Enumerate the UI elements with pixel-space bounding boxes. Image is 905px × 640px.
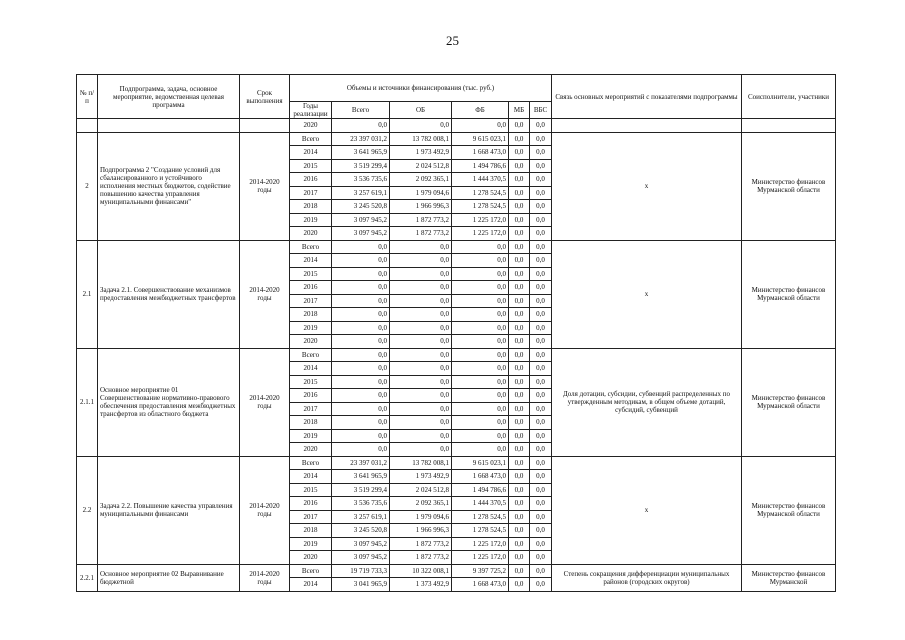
block-number: 2.1.1 [77, 348, 98, 456]
cell-fb: 0,0 [452, 119, 509, 133]
cell-vbs: 0,0 [530, 335, 552, 349]
cell-year: 2016 [290, 389, 332, 403]
cell-total: 3 097 945,2 [332, 227, 390, 241]
cell-fb: 0,0 [452, 308, 509, 322]
cell-year: 2018 [290, 200, 332, 214]
cell-vbs: 0,0 [530, 173, 552, 187]
header-executors: Соисполнители, участники [742, 75, 836, 119]
cell-ob: 1 973 492,9 [390, 470, 452, 484]
cell-mb: 0,0 [509, 321, 530, 335]
cell-vbs: 0,0 [530, 254, 552, 268]
cell-ob: 0,0 [390, 308, 452, 322]
cell-mb: 0,0 [509, 294, 530, 308]
cell-ob: 0,0 [390, 281, 452, 295]
cell-total: 3 536 735,6 [332, 173, 390, 187]
block-indicator-link: х [552, 456, 742, 564]
page-number: 25 [446, 33, 459, 48]
cell-ob: 0,0 [390, 348, 452, 362]
block-number: 2 [77, 132, 98, 240]
header-num: № п/п [77, 75, 98, 119]
cell-ob: 0,0 [390, 267, 452, 281]
cell-vbs: 0,0 [530, 443, 552, 457]
cell-total: 3 257 619,1 [332, 510, 390, 524]
block-executor: Министерство финансов Мурманской области [742, 348, 836, 456]
cell-mb: 0,0 [509, 416, 530, 430]
cell-vbs: 0,0 [530, 132, 552, 146]
header-years: Годы реализации [290, 102, 332, 119]
block-number: 2.1 [77, 240, 98, 348]
cell-fb: 0,0 [452, 335, 509, 349]
block-indicator-link: Степень сокращения дифференциации муниципальных районов (городских округов) [552, 564, 742, 591]
header-vbs: ВБС [530, 102, 552, 119]
cell-vbs: 0,0 [530, 456, 552, 470]
cell-year: 2020 [290, 335, 332, 349]
cell-year: 2018 [290, 416, 332, 430]
header-program: Подпрограмма, задача, основное мероприятие, ведомственная целевая программа [98, 75, 240, 119]
block-name: Задача 2.1. Совершенствование механизмов предоставления межбюджетных трансфертов [98, 240, 240, 348]
cell-vbs: 0,0 [530, 551, 552, 565]
cell-ob: 0,0 [390, 362, 452, 376]
cell-total: 0,0 [332, 335, 390, 349]
cell-total: 0,0 [332, 402, 390, 416]
cell-ob: 1 872 773,2 [390, 227, 452, 241]
cell-ob: 2 092 365,1 [390, 497, 452, 511]
cell-year: Всего [290, 348, 332, 362]
block-number: 2.2 [77, 456, 98, 564]
cell-fb: 1 444 370,5 [452, 497, 509, 511]
cell-ob: 1 979 094,6 [390, 510, 452, 524]
cell-mb: 0,0 [509, 564, 530, 578]
table-row [77, 348, 836, 362]
cell-mb: 0,0 [509, 510, 530, 524]
cell-ob: 0,0 [390, 389, 452, 403]
cell-year: 2015 [290, 375, 332, 389]
cell-ob: 1 872 773,2 [390, 213, 452, 227]
cell-fb: 0,0 [452, 416, 509, 430]
cell-mb: 0,0 [509, 227, 530, 241]
cell-vbs: 0,0 [530, 470, 552, 484]
cell-year: 2014 [290, 578, 332, 592]
cell-fb: 0,0 [452, 254, 509, 268]
block-executor: Министерство финансов Мурманской области [742, 132, 836, 240]
cell-vbs: 0,0 [530, 227, 552, 241]
cell-year: 2014 [290, 146, 332, 160]
cell-year: 2017 [290, 510, 332, 524]
block-executor: Министерство финансов Мурманской области [742, 456, 836, 564]
cell-vbs: 0,0 [530, 119, 552, 133]
cell-fb: 1 278 524,5 [452, 510, 509, 524]
cell-fb: 1 278 524,5 [452, 524, 509, 538]
cell-fb: 1 494 786,6 [452, 159, 509, 173]
cell-mb: 0,0 [509, 456, 530, 470]
cell-mb: 0,0 [509, 308, 530, 322]
cell-ob: 0,0 [390, 429, 452, 443]
cell-year: 2020 [290, 119, 332, 133]
cell-total: 3 641 965,9 [332, 146, 390, 160]
cell-total: 0,0 [332, 267, 390, 281]
cell-vbs: 0,0 [530, 375, 552, 389]
cell-fb: 1 278 524,5 [452, 200, 509, 214]
cell-vbs: 0,0 [530, 564, 552, 578]
table-row [77, 132, 836, 146]
block-name: Основное мероприятие 01 Совершенствование нормативно-правового обеспечения предоставления межбюджетных трансфертов из областного бюджета [98, 348, 240, 456]
cell-total: 0,0 [332, 375, 390, 389]
cell-vbs: 0,0 [530, 308, 552, 322]
cell-vbs: 0,0 [530, 402, 552, 416]
cell-mb: 0,0 [509, 375, 530, 389]
cell-mb: 0,0 [509, 281, 530, 295]
cell-mb: 0,0 [509, 362, 530, 376]
cell-fb: 9 615 023,1 [452, 132, 509, 146]
cell-fb: 0,0 [452, 294, 509, 308]
cell-mb: 0,0 [509, 497, 530, 511]
block-term: 2014-2020 годы [240, 456, 290, 564]
cell-vbs: 0,0 [530, 429, 552, 443]
block-term: 2014-2020 годы [240, 564, 290, 591]
cell-ob: 0,0 [390, 375, 452, 389]
cell-ob: 0,0 [390, 119, 452, 133]
cell-ob: 10 322 008,1 [390, 564, 452, 578]
cell-vbs: 0,0 [530, 510, 552, 524]
cell-year: 2019 [290, 429, 332, 443]
cell-total: 0,0 [332, 416, 390, 430]
cell-ob: 1 973 492,9 [390, 146, 452, 160]
cell-total: 0,0 [332, 362, 390, 376]
cell-year: 2019 [290, 321, 332, 335]
cell-total: 3 097 945,2 [332, 537, 390, 551]
cell-fb: 1 668 473,0 [452, 578, 509, 592]
cell-total: 19 719 733,3 [332, 564, 390, 578]
cell-mb: 0,0 [509, 213, 530, 227]
cell-ob: 2 024 512,8 [390, 483, 452, 497]
table-row [77, 564, 836, 578]
financing-table [76, 74, 836, 592]
cell-year: 2015 [290, 483, 332, 497]
cell-fb: 1 668 473,0 [452, 146, 509, 160]
header-fb: ФБ [452, 102, 509, 119]
cell-mb: 0,0 [509, 429, 530, 443]
cell-total: 0,0 [332, 389, 390, 403]
cell-total: 3 245 520,8 [332, 200, 390, 214]
cell-fb: 0,0 [452, 348, 509, 362]
table-row [77, 240, 836, 254]
block-executor: Министерство финансов Мурманской области [742, 240, 836, 348]
cell-vbs: 0,0 [530, 200, 552, 214]
cell-total: 0,0 [332, 321, 390, 335]
cell-year: 2017 [290, 186, 332, 200]
cell-total: 0,0 [332, 308, 390, 322]
cell-fb: 0,0 [452, 443, 509, 457]
cell-total: 3 519 299,4 [332, 159, 390, 173]
table-row [77, 456, 836, 470]
cell-ob: 0,0 [390, 294, 452, 308]
cell-vbs: 0,0 [530, 524, 552, 538]
cell-total: 3 245 520,8 [332, 524, 390, 538]
header-total: Всего [332, 102, 390, 119]
cell-fb: 0,0 [452, 321, 509, 335]
block-indicator-link: х [552, 240, 742, 348]
cell-vbs: 0,0 [530, 321, 552, 335]
cell-total: 3 041 965,9 [332, 578, 390, 592]
cell-year: Всего [290, 456, 332, 470]
cell-mb: 0,0 [509, 240, 530, 254]
cell-ob: 2 092 365,1 [390, 173, 452, 187]
cell-fb: 1 494 786,6 [452, 483, 509, 497]
cell-mb: 0,0 [509, 159, 530, 173]
cell-vbs: 0,0 [530, 213, 552, 227]
cell-mb: 0,0 [509, 524, 530, 538]
cell-vbs: 0,0 [530, 267, 552, 281]
cell-ob: 0,0 [390, 443, 452, 457]
cell-total: 23 397 031,2 [332, 456, 390, 470]
cell-fb: 1 225 172,0 [452, 227, 509, 241]
table-header [77, 75, 836, 119]
cell-mb: 0,0 [509, 470, 530, 484]
cell-vbs: 0,0 [530, 416, 552, 430]
cell-year: 2020 [290, 443, 332, 457]
cell-ob: 1 966 996,3 [390, 524, 452, 538]
cell-ob: 0,0 [390, 335, 452, 349]
cell-total: 0,0 [332, 294, 390, 308]
cell-year: Всего [290, 240, 332, 254]
block-indicator-link: х [552, 132, 742, 240]
cell-fb: 1 668 473,0 [452, 470, 509, 484]
cell-vbs: 0,0 [530, 281, 552, 295]
cell-year: 2017 [290, 402, 332, 416]
cell-ob: 0,0 [390, 416, 452, 430]
cell-mb: 0,0 [509, 173, 530, 187]
cell-year: 2020 [290, 551, 332, 565]
cell-year: 2014 [290, 362, 332, 376]
cell-fb: 0,0 [452, 375, 509, 389]
cell-year: 2014 [290, 254, 332, 268]
cell-vbs: 0,0 [530, 186, 552, 200]
cell-total: 0,0 [332, 119, 390, 133]
cell-mb: 0,0 [509, 254, 530, 268]
cell-fb: 0,0 [452, 281, 509, 295]
block-term: 2014-2020 годы [240, 348, 290, 456]
cell-mb: 0,0 [509, 335, 530, 349]
cell-fb: 1 444 370,5 [452, 173, 509, 187]
block-name: Задача 2.2. Повышение качества управления муниципальными финансами [98, 456, 240, 564]
cell-fb: 0,0 [452, 267, 509, 281]
cell-year: 2016 [290, 173, 332, 187]
cell-year: 2017 [290, 294, 332, 308]
cell-mb: 0,0 [509, 443, 530, 457]
header-funding: Объемы и источники финансирования (тыс. руб.) [290, 75, 552, 102]
cell-year: Всего [290, 132, 332, 146]
cell-vbs: 0,0 [530, 483, 552, 497]
cell-year: 2016 [290, 497, 332, 511]
header-ob: ОБ [390, 102, 452, 119]
cell-year: 2019 [290, 537, 332, 551]
cell-vbs: 0,0 [530, 240, 552, 254]
cell-mb: 0,0 [509, 146, 530, 160]
cell-ob: 1 872 773,2 [390, 551, 452, 565]
cell-total: 0,0 [332, 240, 390, 254]
cell-fb: 1 225 172,0 [452, 213, 509, 227]
header-term: Срок выполнения [240, 75, 290, 119]
cell-fb: 0,0 [452, 389, 509, 403]
cell-vbs: 0,0 [530, 537, 552, 551]
block-executor: Министерство финансов Мурманской [742, 564, 836, 591]
block-number: 2.2.1 [77, 564, 98, 591]
cell-vbs: 0,0 [530, 146, 552, 160]
cell-ob: 1 872 773,2 [390, 537, 452, 551]
cell-ob: 1 373 492,9 [390, 578, 452, 592]
cell-total: 0,0 [332, 254, 390, 268]
cell-year: 2020 [290, 227, 332, 241]
cell-ob: 0,0 [390, 254, 452, 268]
cell-total: 3 536 735,6 [332, 497, 390, 511]
cell-total: 3 097 945,2 [332, 551, 390, 565]
cell-ob: 13 782 008,1 [390, 132, 452, 146]
cell-ob: 1 966 996,3 [390, 200, 452, 214]
cell-fb: 0,0 [452, 362, 509, 376]
cell-ob: 0,0 [390, 402, 452, 416]
block-name: Основное мероприятие 02 Выравнивание бюджетной [98, 564, 240, 591]
cell-total: 3 641 965,9 [332, 470, 390, 484]
block-name: Подпрограмма 2 "Создание условий для сбалансированного и устойчивого исполнения местных бюджетов, содействие повышению качества управления муниципальными финансами" [98, 132, 240, 240]
cell-vbs: 0,0 [530, 348, 552, 362]
cell-ob: 0,0 [390, 240, 452, 254]
cell-fb: 1 278 524,5 [452, 186, 509, 200]
header-mb: МБ [509, 102, 530, 119]
cell-mb: 0,0 [509, 267, 530, 281]
cell-fb: 9 397 725,2 [452, 564, 509, 578]
cell-mb: 0,0 [509, 402, 530, 416]
cell-year: 2018 [290, 308, 332, 322]
cell-mb: 0,0 [509, 537, 530, 551]
cell-total: 0,0 [332, 443, 390, 457]
cell-year: 2018 [290, 524, 332, 538]
cell-year: 2014 [290, 470, 332, 484]
cell-ob: 13 782 008,1 [390, 456, 452, 470]
table-row [77, 119, 836, 133]
block-term: 2014-2020 годы [240, 240, 290, 348]
cell-mb: 0,0 [509, 389, 530, 403]
cell-total: 23 397 031,2 [332, 132, 390, 146]
cell-mb: 0,0 [509, 348, 530, 362]
block-indicator-link: Доля дотации, субсидии, субвенций распределенных по утвержденным методикам, в общем объеме дотаций, субсидий, субвенций [552, 348, 742, 456]
cell-fb: 0,0 [452, 240, 509, 254]
cell-mb: 0,0 [509, 483, 530, 497]
cell-mb: 0,0 [509, 132, 530, 146]
cell-vbs: 0,0 [530, 294, 552, 308]
cell-mb: 0,0 [509, 186, 530, 200]
cell-mb: 0,0 [509, 119, 530, 133]
cell-vbs: 0,0 [530, 362, 552, 376]
cell-total: 3 097 945,2 [332, 213, 390, 227]
cell-fb: 1 225 172,0 [452, 551, 509, 565]
cell-total: 0,0 [332, 281, 390, 295]
cell-total: 3 257 619,1 [332, 186, 390, 200]
cell-year: 2016 [290, 281, 332, 295]
cell-fb: 0,0 [452, 429, 509, 443]
cell-ob: 2 024 512,8 [390, 159, 452, 173]
cell-vbs: 0,0 [530, 159, 552, 173]
cell-year: 2019 [290, 213, 332, 227]
cell-year: 2015 [290, 267, 332, 281]
cell-total: 0,0 [332, 429, 390, 443]
cell-total: 0,0 [332, 348, 390, 362]
cell-ob: 0,0 [390, 321, 452, 335]
header-link: Связь основных мероприятий с показателями подпрограммы [552, 75, 742, 119]
cell-mb: 0,0 [509, 200, 530, 214]
cell-fb: 0,0 [452, 402, 509, 416]
cell-mb: 0,0 [509, 551, 530, 565]
cell-year: 2015 [290, 159, 332, 173]
table-body [77, 119, 836, 592]
cell-mb: 0,0 [509, 578, 530, 592]
cell-ob: 1 979 094,6 [390, 186, 452, 200]
cell-total: 3 519 299,4 [332, 483, 390, 497]
cell-year: Всего [290, 564, 332, 578]
cell-vbs: 0,0 [530, 497, 552, 511]
cell-fb: 9 615 023,1 [452, 456, 509, 470]
cell-vbs: 0,0 [530, 578, 552, 592]
cell-vbs: 0,0 [530, 389, 552, 403]
block-term: 2014-2020 годы [240, 132, 290, 240]
cell-fb: 1 225 172,0 [452, 537, 509, 551]
